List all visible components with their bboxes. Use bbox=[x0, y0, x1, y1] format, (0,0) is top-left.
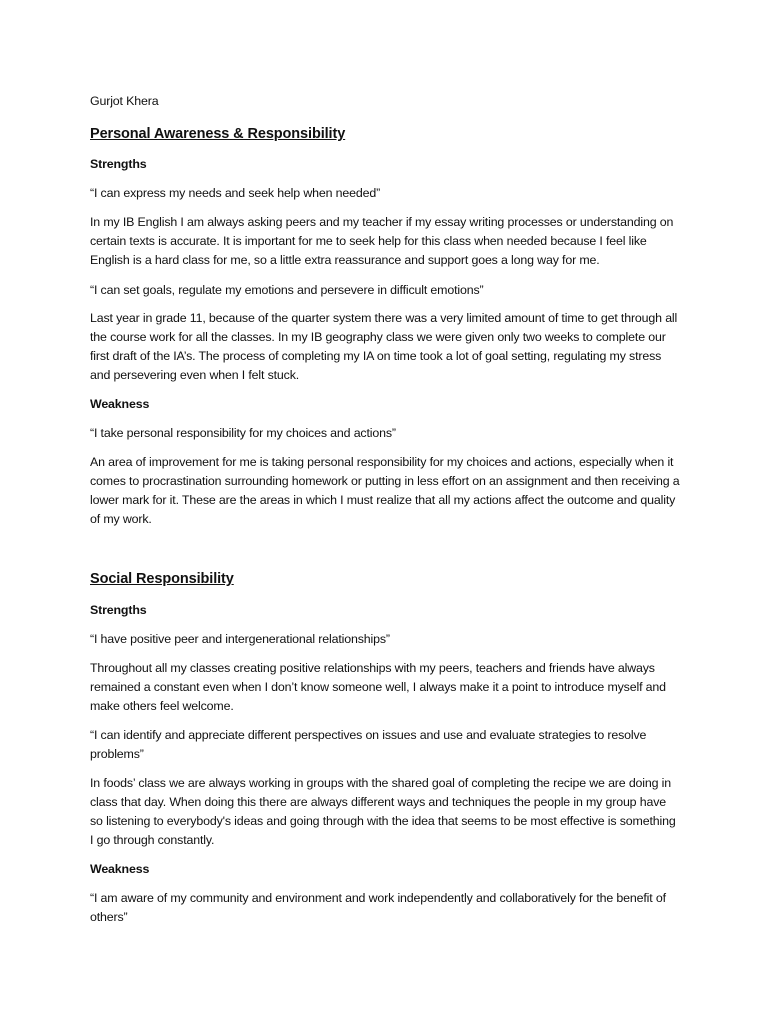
paragraph-text: An area of improvement for me is taking personal responsibility for my choices and actions, especially when it comes to procrastination surrounding homework or putting in less effort on an assignment and then receiving a lower mark for it. These are the areas in which I must realize that all my actions affect the outcome and quality of my work. bbox=[90, 455, 680, 526]
weakness-label: Weakness bbox=[90, 397, 150, 411]
quote-text: “I am aware of my community and environment and work independently and collaboratively for the benefit of others” bbox=[90, 891, 666, 924]
strengths-label: Strengths bbox=[90, 157, 147, 171]
author-name: Gurjot Khera bbox=[90, 94, 159, 108]
quote-text: “I can express my needs and seek help when needed” bbox=[90, 186, 381, 200]
quote-text: “I can set goals, regulate my emotions and persevere in difficult emotions” bbox=[90, 283, 484, 297]
quote-text: “I can identify and appreciate different perspectives on issues and use and evaluate strategies to resolve problems” bbox=[90, 728, 647, 761]
quote-text: “I take personal responsibility for my choices and actions” bbox=[90, 426, 396, 440]
section-heading-social-responsibility: Social Responsibility bbox=[90, 571, 234, 587]
weakness-label: Weakness bbox=[90, 862, 150, 876]
paragraph-text: In my IB English I am always asking peers and my teacher if my essay writing processes or understanding on certain texts is accurate. It is important for me to seek help for this class when needed because I feel like English is a hard class for me, so a little extra reassurance and support goes a long way for me. bbox=[90, 215, 674, 267]
paragraph-text: Last year in grade 11, because of the quarter system there was a very limited amount of time to get through all the course work for all the classes. In my IB geography class we were given only two weeks to complete our first draft of the IA’s. The process of completing my IA on time took a lot of goal setting, regulating my stress and persevering even when I felt stuck. bbox=[90, 311, 678, 382]
paragraph-text: Throughout all my classes creating positive relationships with my peers, teachers and friends have always remained a constant even when I don’t know someone well, I always make it a point to introduce myself and make others feel welcome. bbox=[90, 661, 666, 713]
quote-text: “I have positive peer and intergenerational relationships” bbox=[90, 632, 390, 646]
strengths-label: Strengths bbox=[90, 603, 147, 617]
paragraph-text: In foods’ class we are always working in groups with the shared goal of completing the recipe we are doing in class that day. When doing this there are always different ways and techniques the people in my group have so listening to everybody's ideas and going through with the idea that seems to be most effective is something I go through constantly. bbox=[90, 776, 676, 847]
section-heading-personal-awareness: Personal Awareness & Responsibility bbox=[90, 126, 346, 142]
